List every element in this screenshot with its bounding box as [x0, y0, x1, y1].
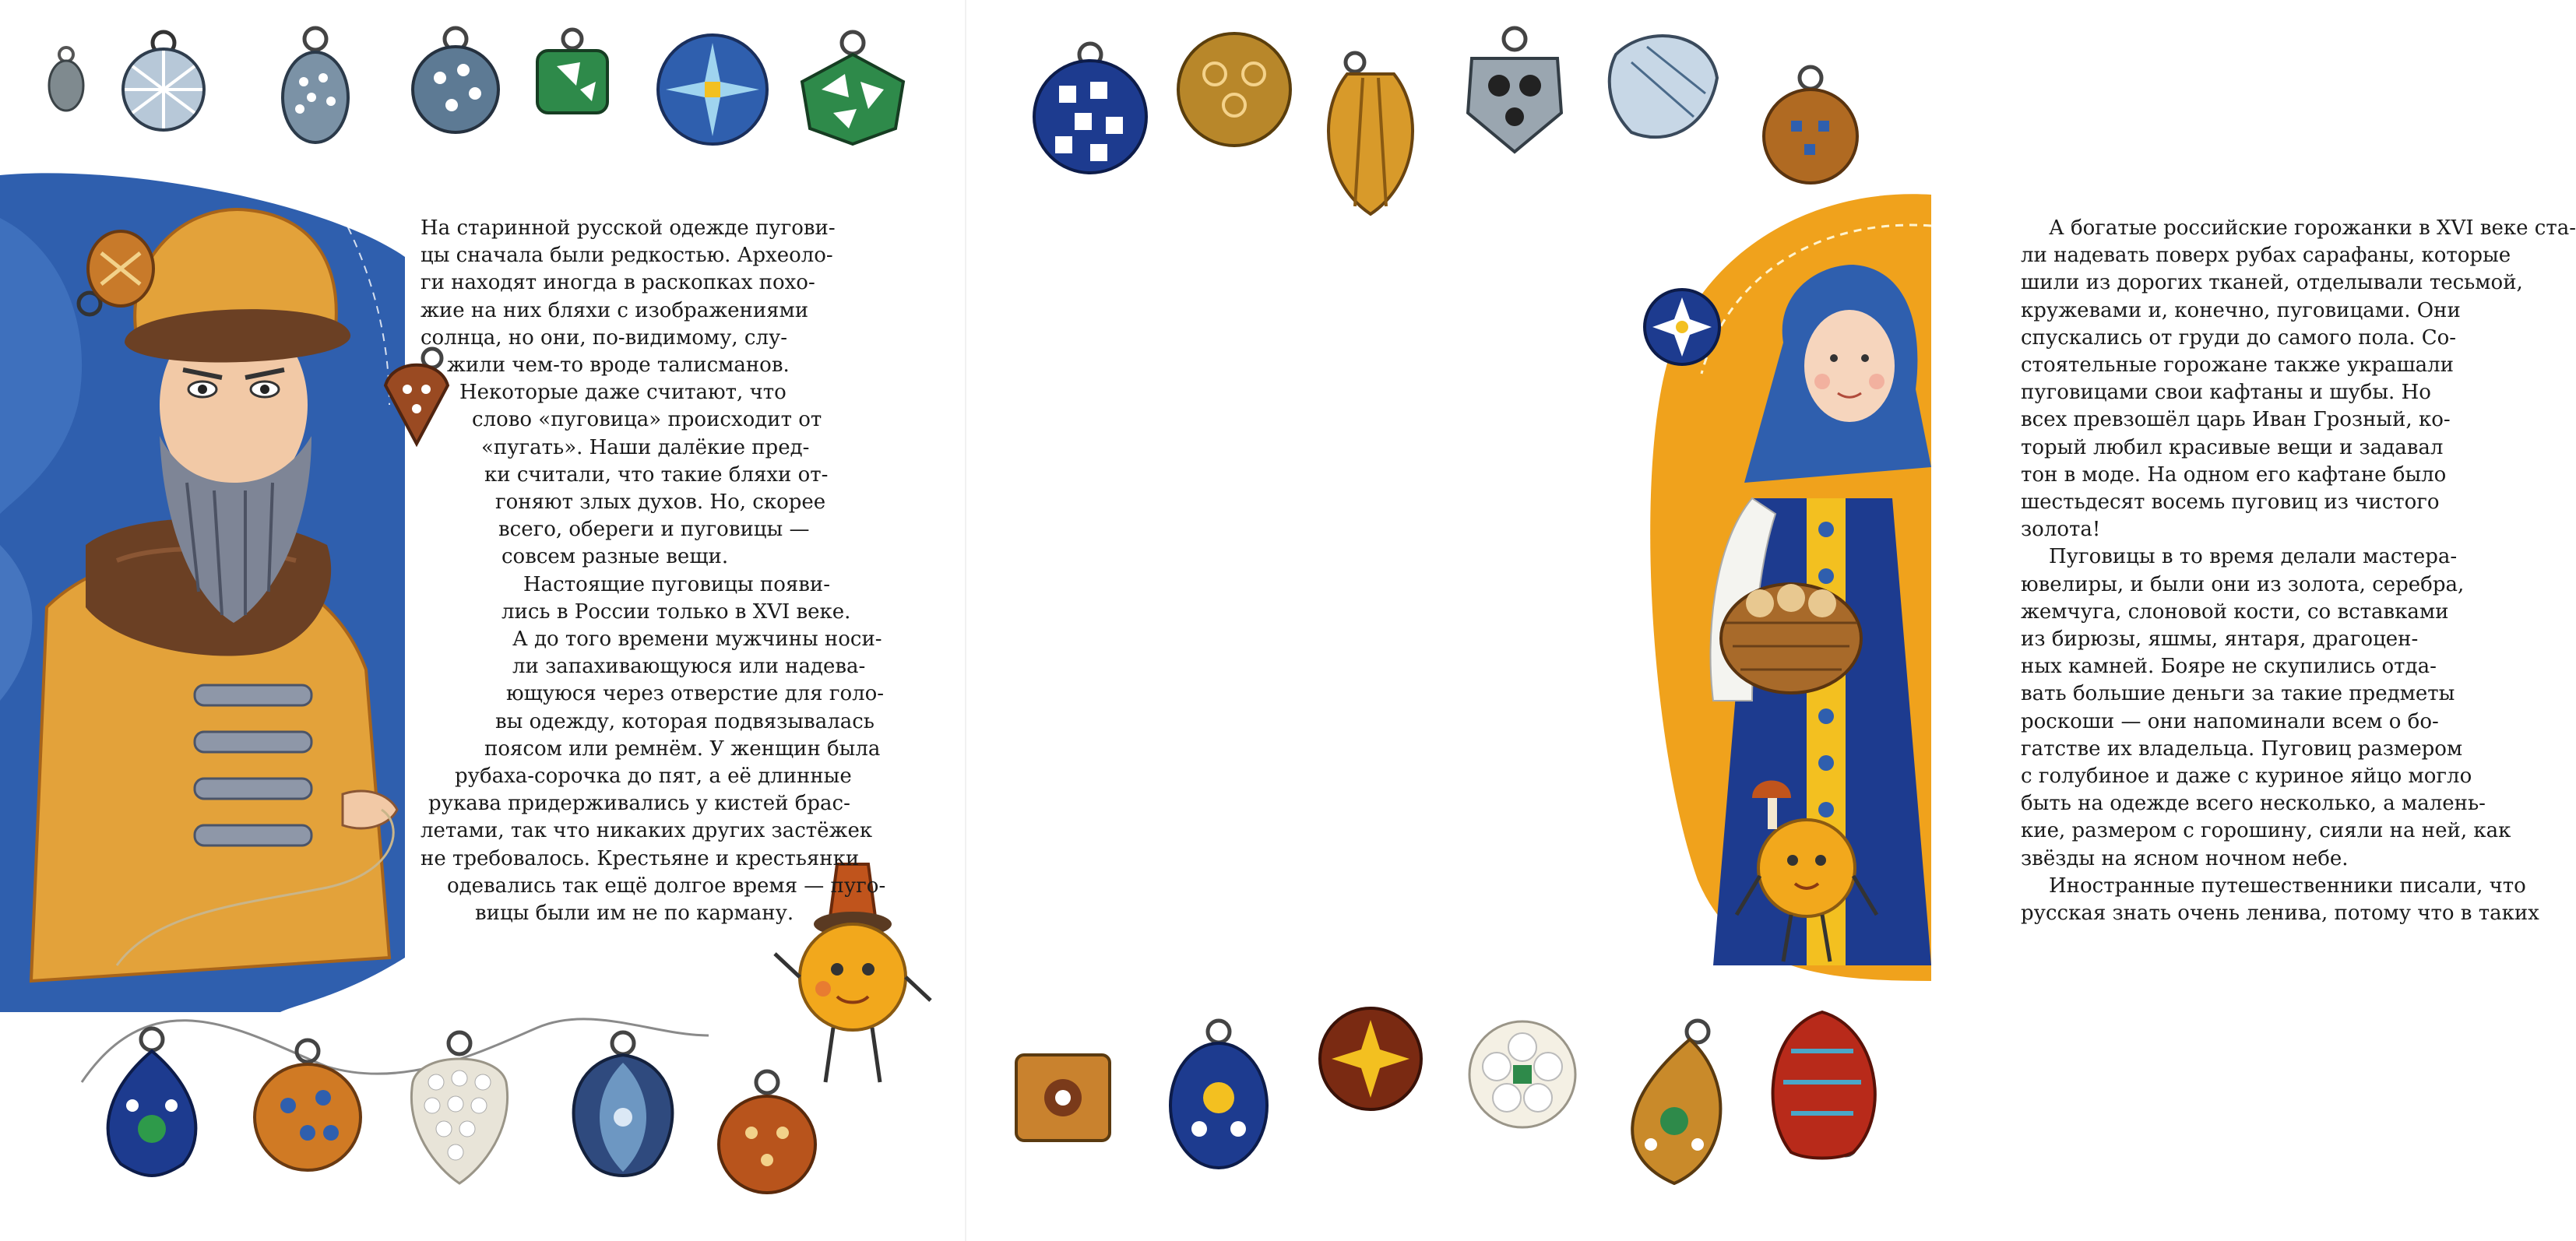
text-line: вицы были им не по карману.: [475, 902, 794, 926]
text-line: Настоящие пуговицы появи-: [523, 572, 831, 596]
text-line: А богатые российские горожанки в XVI веке ста-: [2049, 216, 2576, 240]
right-page: [966, 0, 2576, 1241]
text-line: всего, обереги и пуговицы —: [498, 518, 810, 542]
buttons-top-row: [49, 28, 903, 144]
text-line: лись в России только в XVI веке.: [501, 599, 851, 624]
text-line: гатстве их владельца. Пуговиц размером: [2021, 737, 2463, 761]
text-line: летами, так что никаких других застёжек: [421, 819, 873, 843]
text-line: спускались от груди до самого пола. Со-: [2021, 325, 2457, 350]
text-line: роскоши — они напоминали всем о бо-: [2021, 709, 2439, 733]
text-line: пуговицами свои кафтаны и шубы. Но: [2021, 381, 2431, 405]
text-line: солнца, но они, по-видимому, слу-: [421, 325, 788, 350]
text-line: рукава придерживались у кистей брас-: [428, 792, 850, 816]
text-line: «пугать». Наши далёкие пред-: [481, 435, 810, 459]
text-line: ги находят иногда в раскопках похо-: [421, 271, 815, 295]
text-line: кружевами и, конечно, пуговицами. Они: [2021, 298, 2461, 322]
text-line: не требовалось. Крестьяне и крестьянки: [421, 846, 860, 870]
text-line: Иностранные путешественники писали, что: [2049, 874, 2526, 898]
text-line: поясом или ремнём. У женщин была: [484, 737, 881, 761]
text-line: быть на одежде всего несколько, а малень-: [2021, 792, 2486, 816]
text-line: торый любил красивые вещи и задавал: [2021, 435, 2444, 459]
text-line: тон в моде. На одном его кафтане было: [2021, 462, 2447, 487]
text-line: ювелиры, и были они из золота, серебра,: [2021, 572, 2465, 596]
text-line: гоняют злых духов. Но, скорее: [495, 490, 826, 515]
text-line: вы одежду, которая подвязывалась: [495, 709, 875, 733]
text-line: цы сначала были редкостью. Археоло-: [421, 244, 833, 268]
text-line: шили из дорогих тканей, отделывали тесьмой,: [2021, 271, 2523, 295]
right-page-illustration: [966, 0, 1931, 1241]
left-page-text: [421, 215, 897, 927]
text-line: На старинной русской одежде пугови-: [421, 216, 836, 240]
text-line: золота!: [2021, 518, 2101, 542]
text-line: слово «пуговица» происходит от: [472, 408, 822, 432]
pearl-button: [411, 1032, 507, 1183]
text-line: из бирюзы, яшмы, янтаря, драгоцен-: [2021, 628, 2419, 652]
star-button: [1645, 290, 1719, 364]
text-line: вать большие деньги за такие предметы: [2021, 682, 2455, 706]
text-line: кие, размером с горошину, сияли на ней, как: [2021, 819, 2511, 843]
text-line: ки считали, что такие бляхи от-: [484, 462, 829, 487]
text-line: с голубиное и даже с куриное яйцо могло: [2021, 765, 2472, 789]
text-line: всех превзошёл царь Иван Грозный, ко-: [2021, 408, 2451, 432]
text-line: русская знать очень ленива, потому что в таких: [2021, 902, 2539, 926]
text-line: ющуюся через отверстие для голо-: [506, 682, 885, 706]
text-line: ли надевать поверх рубах сарафаны, которые: [2021, 244, 2511, 268]
text-line: одевались так ещё долгое время — пуго-: [447, 874, 886, 898]
text-line: жили чем-то вроде талисманов.: [447, 353, 790, 378]
text-line: совсем разные вещи.: [501, 545, 729, 569]
text-line: Пуговицы в то время делали мастера-: [2049, 545, 2458, 569]
text-line: стоятельные горожане также украшали: [2021, 353, 2455, 378]
text-line: ных камней. Бояре не скупились отда-: [2021, 655, 2437, 679]
text-line: ли запахивающуюся или надева-: [512, 655, 866, 679]
text-line: рубаха-сорочка до пят, а её длинные: [455, 765, 852, 789]
text-line: жемчуга, слоновой кости, со вставками: [2021, 599, 2449, 624]
text-line: жие на них бляхи с изображениями: [421, 298, 809, 322]
left-page: [0, 0, 966, 1241]
text-line: шестьдесят восемь пуговиц из чистого: [2021, 490, 2440, 515]
right-page-text: [2021, 215, 2576, 927]
text-line: звёзды на ясном ночном небе.: [2021, 846, 2349, 870]
buttons-bottom-row-right: [1016, 1008, 1875, 1183]
text-line: Некоторые даже считают, что: [459, 381, 787, 405]
text-line: А до того времени мужчины носи-: [512, 628, 882, 652]
